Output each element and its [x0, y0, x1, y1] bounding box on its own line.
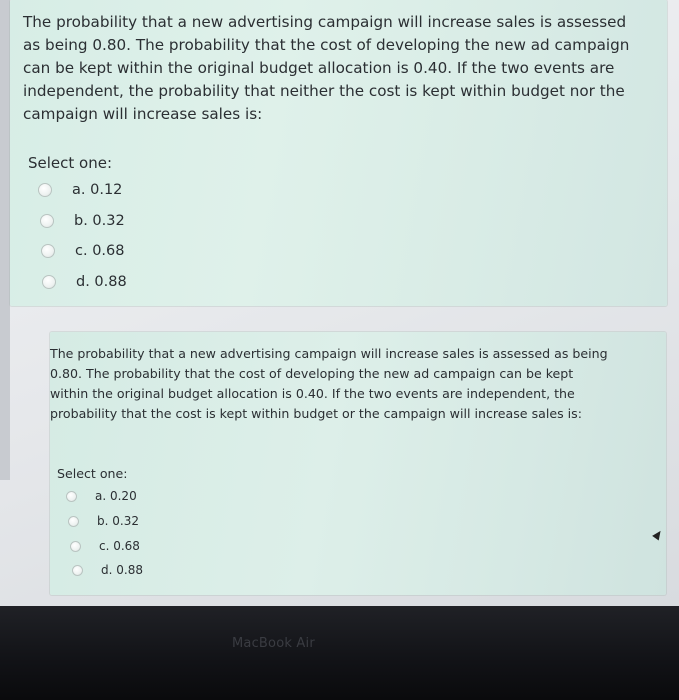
question-card-1: [10, 0, 667, 306]
option-label: b. 0.32: [74, 213, 125, 229]
question-1-select-label: Select one:: [28, 154, 113, 172]
option-label: c. 0.68: [75, 243, 125, 259]
question-card-2: [50, 332, 666, 595]
page-left-edge: [0, 0, 10, 480]
option-label: d. 0.88: [76, 274, 127, 290]
laptop-bezel: [0, 606, 679, 700]
question-1-option-d[interactable]: [42, 274, 127, 290]
option-label: d. 0.88: [101, 563, 143, 577]
radio-icon[interactable]: [41, 244, 55, 258]
question-1-option-c[interactable]: [41, 243, 124, 259]
question-2-option-c[interactable]: [70, 539, 140, 553]
radio-icon[interactable]: [42, 275, 56, 289]
radio-icon[interactable]: [38, 183, 52, 197]
option-label: a. 0.20: [95, 489, 137, 503]
question-1-text: The probability that a new advertising campaign will increase sales is assessed as being 0.80. The probability that the cost of developing the new ad campaign can be kept within the original budget allocation is 0.40. If the two events are independent, the probability that neither the cost is kept within budget nor the campaign will increase sales is:: [23, 13, 630, 123]
question-2-option-b[interactable]: [68, 514, 139, 528]
radio-icon[interactable]: [68, 516, 79, 527]
question-2-option-a[interactable]: [66, 489, 137, 503]
radio-icon[interactable]: [70, 541, 81, 552]
radio-icon[interactable]: [66, 491, 77, 502]
option-label: b. 0.32: [97, 514, 139, 528]
question-2-select-label: Select one:: [57, 466, 128, 481]
question-2-text: The probability that a new advertising campaign will increase sales is assessed as being 0.80. The probability that the cost of developing the new ad campaign can be kept within the original budget allocation is 0.40. If the two events are independent, the probability that the cost is kept within budget or the campaign will increase sales is:: [50, 346, 608, 421]
bezel-brand-label: MacBook Air: [232, 636, 315, 651]
question-1-option-b[interactable]: [40, 213, 125, 229]
question-2-option-d[interactable]: [72, 563, 143, 577]
option-label: a. 0.12: [72, 182, 123, 198]
radio-icon[interactable]: [40, 214, 54, 228]
question-1-option-a[interactable]: [38, 182, 122, 198]
radio-icon[interactable]: [72, 565, 83, 576]
option-label: c. 0.68: [99, 539, 140, 553]
